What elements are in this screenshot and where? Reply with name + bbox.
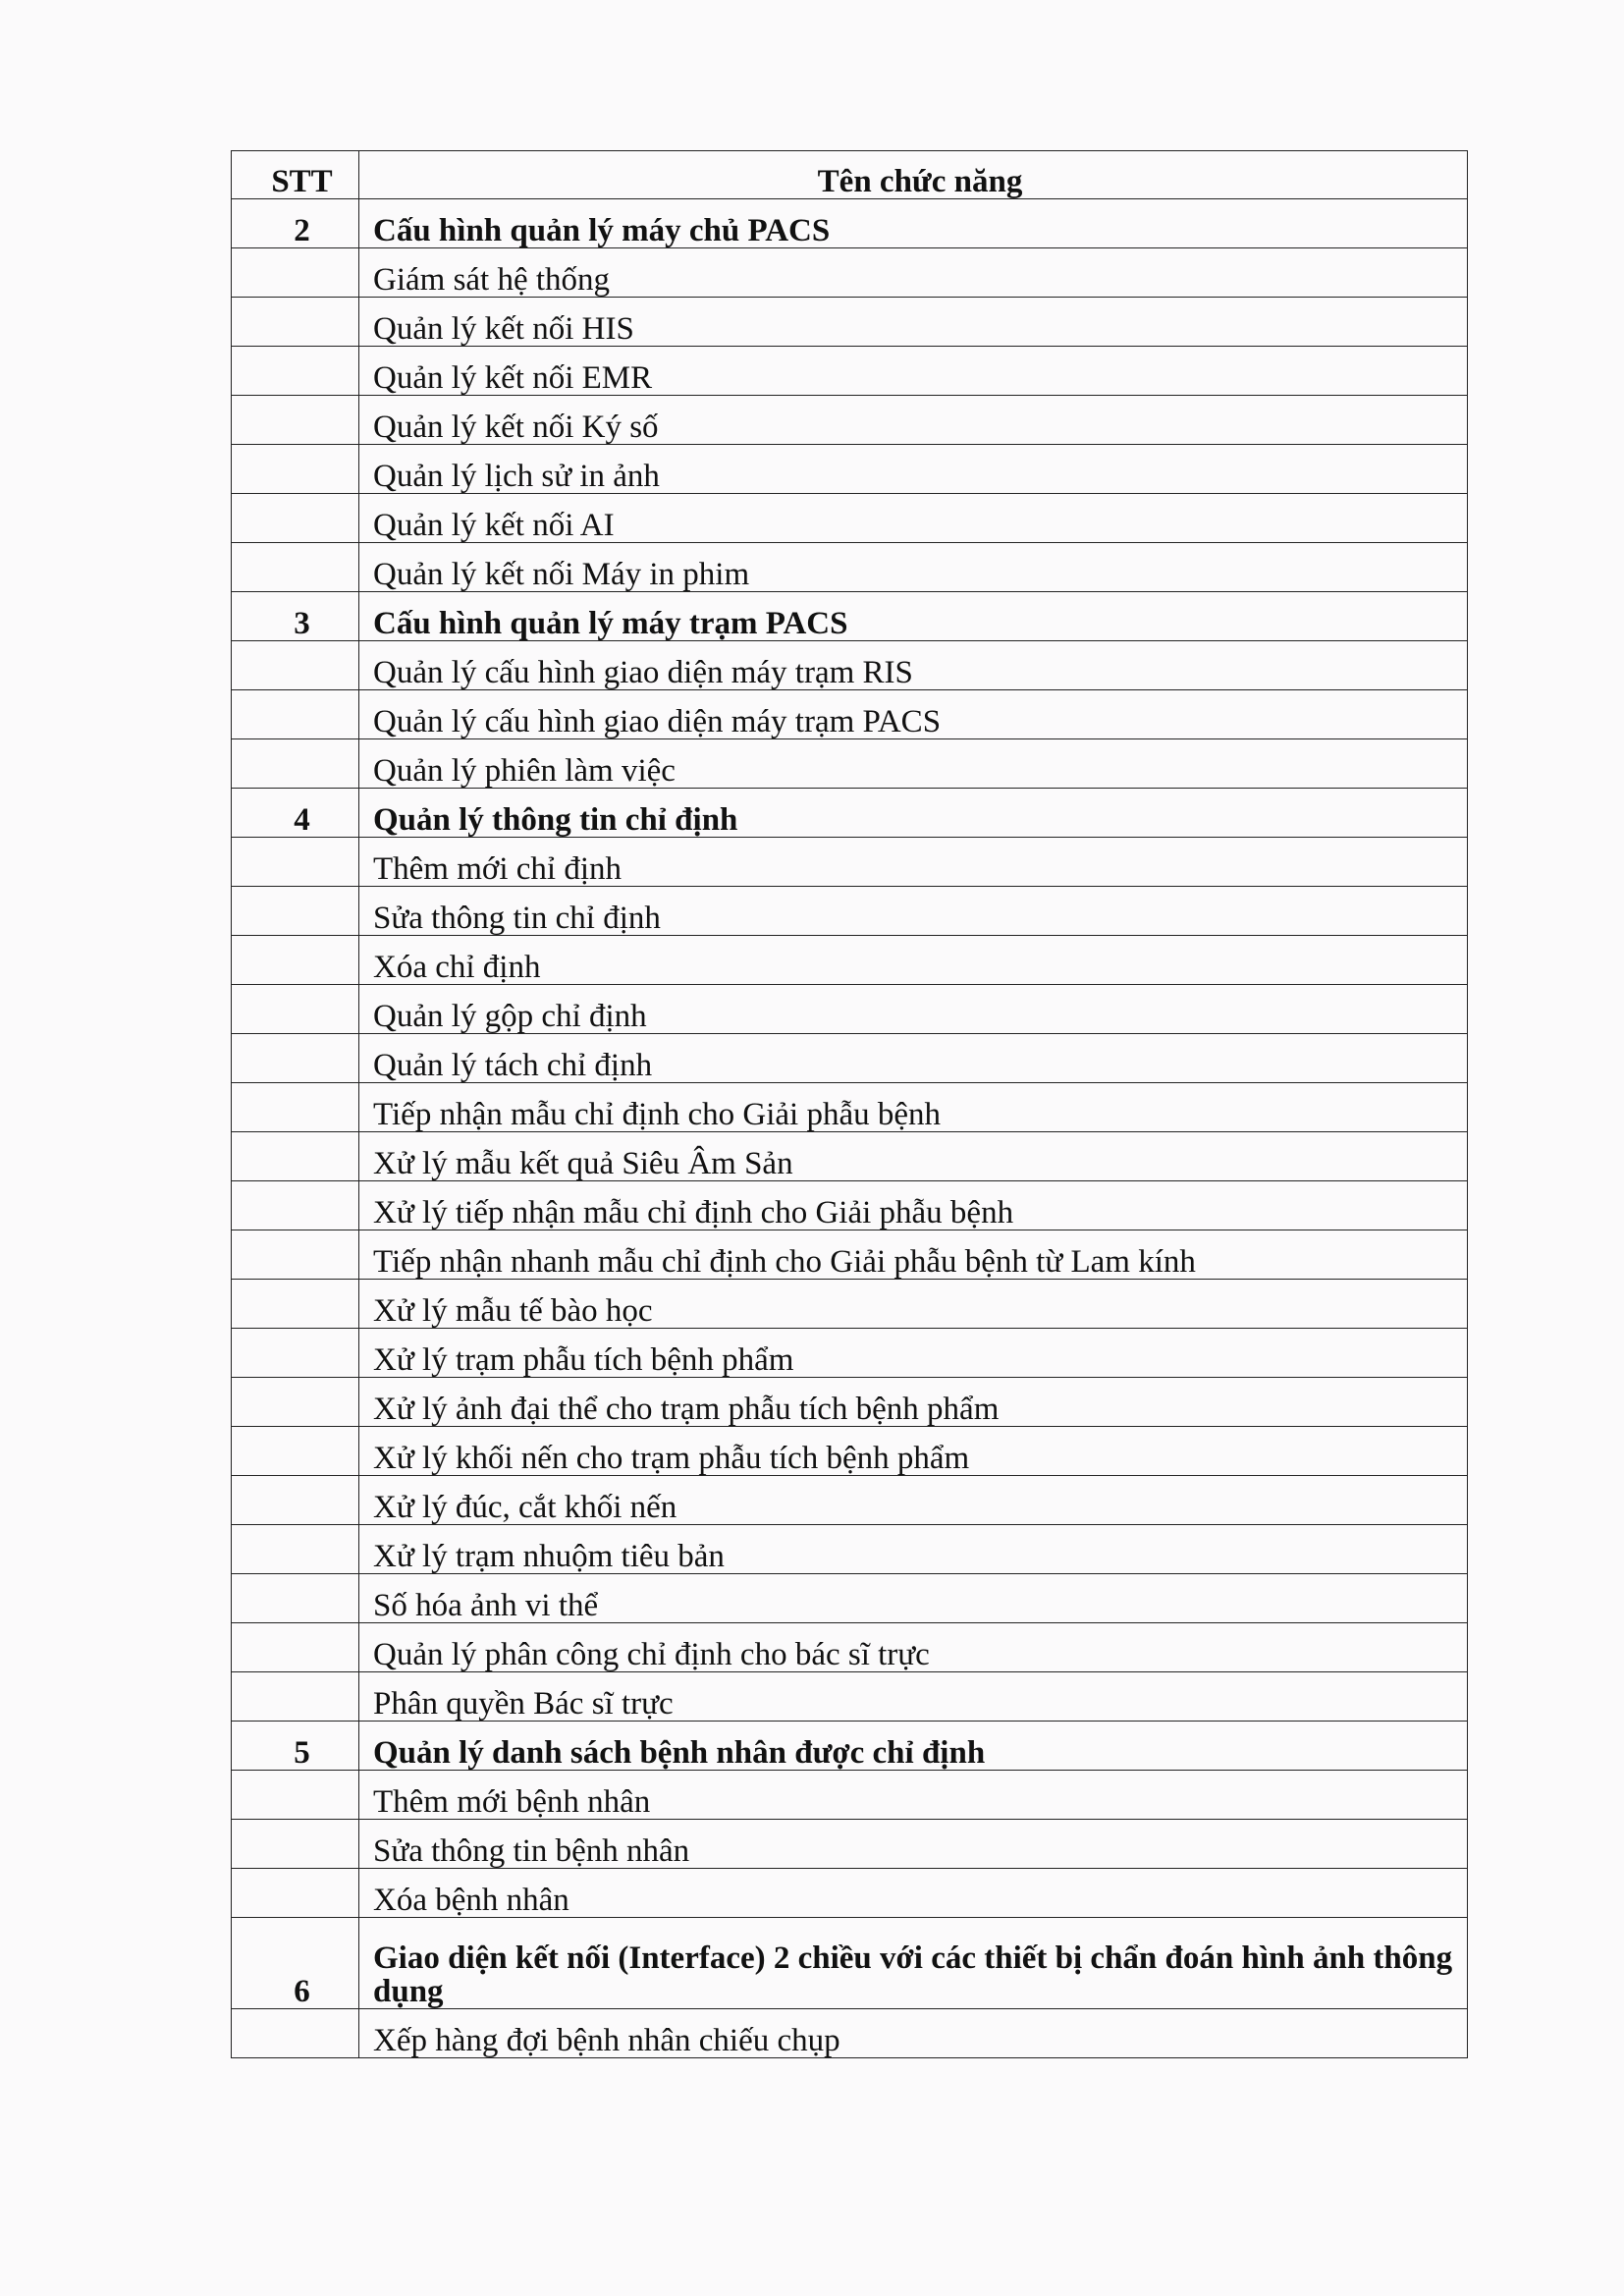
row-stt — [232, 494, 359, 543]
table-group-row — [232, 1722, 1468, 1771]
table-row — [232, 641, 1468, 690]
group-title: Quản lý thông tin chỉ định — [359, 789, 1468, 838]
table-group-row — [232, 789, 1468, 838]
group-title: Cấu hình quản lý máy trạm PACS — [359, 592, 1468, 641]
function-name: Xử lý trạm nhuộm tiêu bản — [359, 1525, 1468, 1574]
table-row — [232, 1525, 1468, 1574]
table-row — [232, 1672, 1468, 1722]
row-stt — [232, 347, 359, 396]
row-stt — [232, 543, 359, 592]
row-stt: 6 — [232, 1918, 359, 2009]
function-name: Tiếp nhận nhanh mẫu chỉ định cho Giải phẫu bệnh từ Lam kính — [359, 1230, 1468, 1280]
table-group-row — [232, 1918, 1468, 2009]
table-row — [232, 2009, 1468, 2058]
row-stt — [232, 1869, 359, 1918]
function-name: Thêm mới bệnh nhân — [359, 1771, 1468, 1820]
function-name: Thêm mới chỉ định — [359, 838, 1468, 887]
function-name: Quản lý cấu hình giao diện máy trạm RIS — [359, 641, 1468, 690]
table-row — [232, 838, 1468, 887]
function-name: Quản lý cấu hình giao diện máy trạm PACS — [359, 690, 1468, 739]
function-name: Quản lý tách chỉ định — [359, 1034, 1468, 1083]
table-row — [232, 1132, 1468, 1181]
table-row — [232, 1378, 1468, 1427]
function-name: Quản lý kết nối Ký số — [359, 396, 1468, 445]
row-stt — [232, 1525, 359, 1574]
row-stt — [232, 985, 359, 1034]
function-name: Xử lý mẫu tế bào học — [359, 1280, 1468, 1329]
group-title: Cấu hình quản lý máy chủ PACS — [359, 199, 1468, 248]
table-row — [232, 1034, 1468, 1083]
function-name: Quản lý kết nối HIS — [359, 298, 1468, 347]
table-row — [232, 347, 1468, 396]
table-row — [232, 985, 1468, 1034]
row-stt — [232, 936, 359, 985]
row-stt: 5 — [232, 1722, 359, 1771]
row-stt — [232, 1623, 359, 1672]
row-stt — [232, 1280, 359, 1329]
row-stt — [232, 887, 359, 936]
table-row — [232, 1820, 1468, 1869]
function-name: Quản lý kết nối EMR — [359, 347, 1468, 396]
table-row — [232, 298, 1468, 347]
function-name: Tiếp nhận mẫu chỉ định cho Giải phẫu bệnh — [359, 1083, 1468, 1132]
row-stt — [232, 1574, 359, 1623]
row-stt — [232, 1132, 359, 1181]
function-name: Số hóa ảnh vi thể — [359, 1574, 1468, 1623]
function-name: Xử lý mẫu kết quả Siêu Âm Sản — [359, 1132, 1468, 1181]
row-stt — [232, 1034, 359, 1083]
table-header-row — [232, 151, 1468, 199]
row-stt — [232, 1230, 359, 1280]
table-row — [232, 739, 1468, 789]
table-row — [232, 445, 1468, 494]
table-row — [232, 1230, 1468, 1280]
function-name: Quản lý gộp chỉ định — [359, 985, 1468, 1034]
row-stt — [232, 1083, 359, 1132]
table-group-row — [232, 592, 1468, 641]
row-stt — [232, 1820, 359, 1869]
table-row — [232, 396, 1468, 445]
header-function-name: Tên chức năng — [359, 151, 1468, 199]
row-stt — [232, 1476, 359, 1525]
row-stt: 2 — [232, 199, 359, 248]
row-stt — [232, 1329, 359, 1378]
function-name: Sửa thông tin bệnh nhân — [359, 1820, 1468, 1869]
table-row — [232, 1771, 1468, 1820]
group-title: Giao diện kết nối (Interface) 2 chiều với các thiết bị chẩn đoán hình ảnh thông dụng — [359, 1918, 1468, 2009]
row-stt — [232, 248, 359, 298]
function-name: Quản lý kết nối Máy in phim — [359, 543, 1468, 592]
function-name: Xử lý khối nến cho trạm phẫu tích bệnh phẩm — [359, 1427, 1468, 1476]
function-name: Sửa thông tin chỉ định — [359, 887, 1468, 936]
function-name: Giám sát hệ thống — [359, 248, 1468, 298]
function-name: Xử lý ảnh đại thể cho trạm phẫu tích bệnh phẩm — [359, 1378, 1468, 1427]
table-row — [232, 1427, 1468, 1476]
table-row — [232, 1869, 1468, 1918]
function-name: Xóa chỉ định — [359, 936, 1468, 985]
function-name: Xếp hàng đợi bệnh nhân chiếu chụp — [359, 2009, 1468, 2058]
table-row — [232, 494, 1468, 543]
row-stt — [232, 690, 359, 739]
table-row — [232, 543, 1468, 592]
table-row — [232, 690, 1468, 739]
table-row — [232, 1280, 1468, 1329]
row-stt — [232, 1378, 359, 1427]
function-name: Quản lý phiên làm việc — [359, 739, 1468, 789]
row-stt — [232, 1427, 359, 1476]
table-row — [232, 1574, 1468, 1623]
row-stt — [232, 739, 359, 789]
function-name: Xử lý đúc, cắt khối nến — [359, 1476, 1468, 1525]
table-row — [232, 1181, 1468, 1230]
table-body — [232, 199, 1468, 2058]
header-stt: STT — [232, 151, 359, 199]
group-title: Quản lý danh sách bệnh nhân được chỉ định — [359, 1722, 1468, 1771]
row-stt — [232, 1771, 359, 1820]
row-stt: 4 — [232, 789, 359, 838]
table-group-row — [232, 199, 1468, 248]
row-stt — [232, 298, 359, 347]
function-name: Phân quyền Bác sĩ trực — [359, 1672, 1468, 1722]
function-name: Quản lý kết nối AI — [359, 494, 1468, 543]
function-name: Xử lý trạm phẫu tích bệnh phẩm — [359, 1329, 1468, 1378]
row-stt — [232, 1181, 359, 1230]
row-stt — [232, 838, 359, 887]
row-stt — [232, 445, 359, 494]
table-row — [232, 936, 1468, 985]
row-stt — [232, 641, 359, 690]
table-row — [232, 1083, 1468, 1132]
row-stt — [232, 1672, 359, 1722]
row-stt — [232, 396, 359, 445]
function-name: Xóa bệnh nhân — [359, 1869, 1468, 1918]
table-row — [232, 1476, 1468, 1525]
table-row — [232, 1623, 1468, 1672]
row-stt: 3 — [232, 592, 359, 641]
table-row — [232, 1329, 1468, 1378]
row-stt — [232, 2009, 359, 2058]
function-name: Quản lý lịch sử in ảnh — [359, 445, 1468, 494]
table-row — [232, 887, 1468, 936]
table-row — [232, 248, 1468, 298]
function-name: Quản lý phân công chỉ định cho bác sĩ trực — [359, 1623, 1468, 1672]
function-table — [231, 150, 1468, 2058]
function-name: Xử lý tiếp nhận mẫu chỉ định cho Giải phẫu bệnh — [359, 1181, 1468, 1230]
